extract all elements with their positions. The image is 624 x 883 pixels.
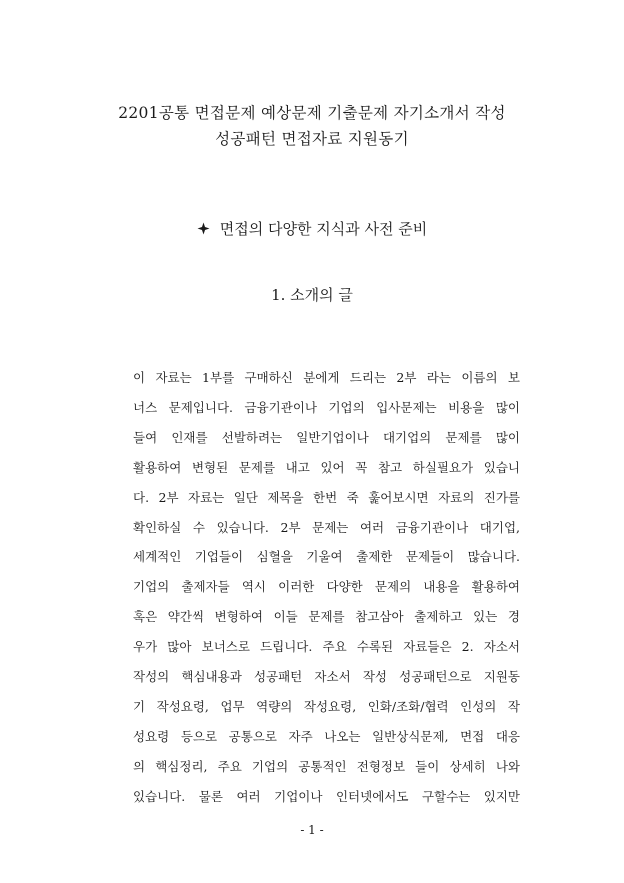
diamond-bullet-icon xyxy=(197,219,210,241)
section-heading-text: 면접의 다양한 지식과 사전 준비 xyxy=(219,220,428,238)
section-heading xyxy=(0,218,624,241)
body-line: 확인하실 수 있습니다. 2부 문제는 여러 금융기관이나 대기업, xyxy=(133,519,520,535)
page-number: - 1 - xyxy=(300,823,324,837)
body-line: 성요령 등으로 공통으로 자주 나오는 일반상식문제, 면접 대응 xyxy=(133,728,520,744)
body-line: 기 작성요령, 업무 역량의 작성요령, 인화/조화/협력 인성의 작 xyxy=(133,698,521,714)
body-line: 이 자료는 1부를 구매하신 분에게 드리는 2부 라는 이름의 보 xyxy=(133,370,520,385)
body-line: 있습니다. 물론 여러 기업이나 인터넷에서도 구할수는 있지만 xyxy=(133,788,520,804)
subsection-heading: 1. 소개의 글 xyxy=(271,286,353,304)
document-title-line-2: 성공패턴 면접자료 지원동기 xyxy=(215,130,409,148)
body-line: 세계적인 기업들이 심혈을 기울여 출제한 문제들이 많습니다. xyxy=(133,549,520,565)
document-title xyxy=(0,100,624,152)
body-line: 기업의 출제자들 역시 이러한 다양한 문제의 내용을 활용하여 xyxy=(133,579,520,595)
body-line: 활용하여 변형된 문제를 내고 있어 꼭 참고 하실필요가 있습니 xyxy=(133,459,520,475)
body-line: 들여 인재를 선발하려는 일반기업이나 대기업의 문제를 많이 xyxy=(133,429,520,445)
document-title-line-1: 2201공통 면접문제 예상문제 기출문제 자기소개서 작성 xyxy=(118,104,506,122)
body-line: 우가 많아 보너스로 드립니다. 주요 수록된 자료들은 2. 자소서 xyxy=(133,639,520,655)
body-paragraph xyxy=(133,363,520,812)
body-line: 의 핵심정리, 주요 기업의 공통적인 전형정보 들이 상세히 나와 xyxy=(133,758,520,774)
body-line: 다. 2부 자료는 일단 제목을 한번 죽 훑어보시면 자료의 진가를 xyxy=(133,489,520,505)
body-line: 혹은 약간씩 변형하여 이들 문제를 참고삼아 출제하고 있는 경 xyxy=(133,609,520,625)
body-line: 너스 문제입니다. 금융기관이나 기업의 입사문제는 비용을 많이 xyxy=(133,399,520,415)
body-line: 작성의 핵심내용과 성공패턴 자소서 작성 성공패턴으로 지원동 xyxy=(133,669,520,685)
